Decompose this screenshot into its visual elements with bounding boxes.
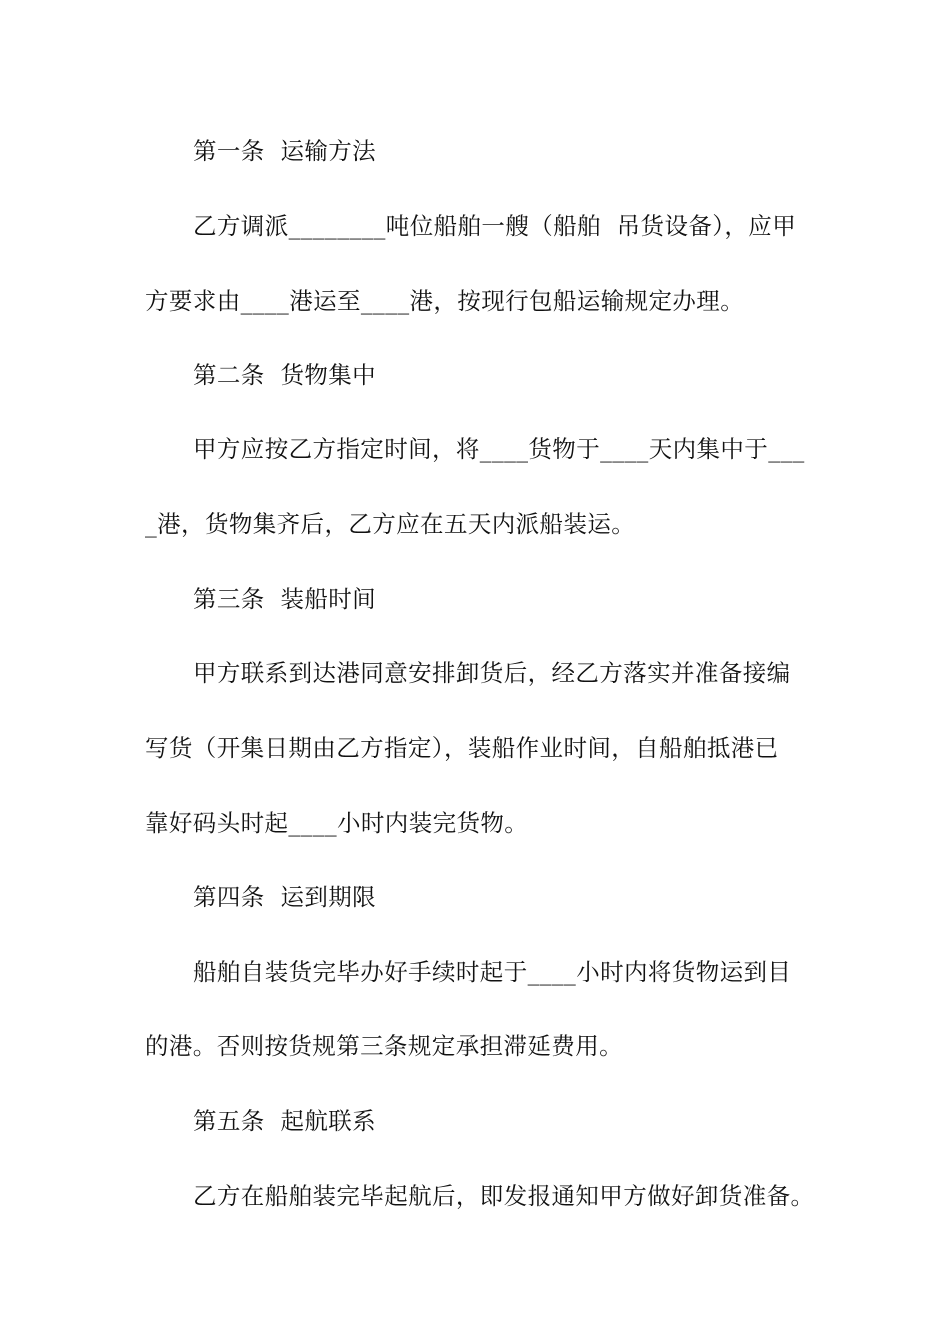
article-3-paragraph-line-1: 甲方联系到达港同意安排卸货后，经乙方落实并准备接编 <box>193 659 791 687</box>
article-2-heading: 第二条 货物集中 <box>193 361 377 389</box>
article-1-heading: 第一条 运输方法 <box>193 137 377 165</box>
article-2-paragraph-line-2: _港，货物集齐后，乙方应在五天内派船装运。 <box>145 510 636 538</box>
article-2-paragraph-line-1: 甲方应按乙方指定时间，将____货物于____天内集中于___ <box>193 435 805 463</box>
article-1-paragraph-line-1: 乙方调派________吨位船舶一艘（船舶 吊货设备），应甲 <box>193 212 797 240</box>
article-4-paragraph-line-1: 船舶自装货完毕办好手续时起于____小时内将货物运到目 <box>193 958 792 986</box>
article-5-heading: 第五条 起航联系 <box>193 1107 377 1135</box>
article-5-paragraph-line-1: 乙方在船舶装完毕起航后，即发报通知甲方做好卸货准备。 <box>193 1182 815 1210</box>
article-3-heading: 第三条 装船时间 <box>193 585 377 613</box>
article-4-heading: 第四条 运到期限 <box>193 883 377 911</box>
article-3-paragraph-line-2: 写货（开集日期由乙方指定），装船作业时间，自船舶抵港已 <box>145 734 779 762</box>
article-4-paragraph-line-2: 的港。否则按货规第三条规定承担滞延费用。 <box>145 1032 623 1060</box>
article-1-paragraph-line-2: 方要求由____港运至____港，按现行包船运输规定办理。 <box>145 287 745 315</box>
article-3-paragraph-line-3: 靠好码头时起____小时内装完货物。 <box>145 809 529 837</box>
